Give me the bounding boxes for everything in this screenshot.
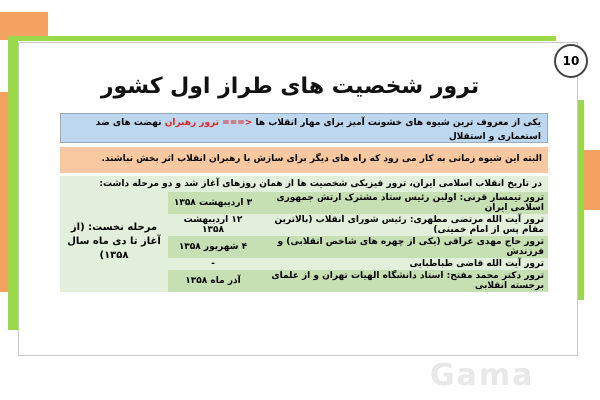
intro-text-b: نهضت های ضد استعماری و استقلال — [95, 118, 541, 142]
note-box: البته این شیوه زمانی به کار می رود که راه های دیگر برای سازش با رهبران انقلاب اثر بخش نباشند. — [60, 147, 548, 173]
decor-bar-right-orange — [584, 150, 600, 210]
date-cell: ۳ اردیبهشت ۱۳۵۸ — [168, 192, 258, 214]
date-cell: - — [168, 258, 258, 270]
table-row — [60, 192, 548, 214]
intro-arrow-text: <=== ترور رهبران — [164, 118, 253, 128]
event-cell: ترور حاج مهدی عراقی (یکی از چهره های شاخص انقلابی) و فرزندش — [258, 236, 548, 258]
slide-number-badge: 10 — [554, 44, 588, 78]
event-cell: ترور تیمسار قرنی: اولین رئیس ستاد مشترک ارتش جمهوری اسلامی ایران — [258, 192, 548, 214]
phase-label: مرحله نخست: (از آغاز تا دی ماه سال ۱۳۵۸) — [60, 192, 168, 292]
intro-box — [60, 113, 548, 143]
date-cell: آذر ماه ۱۳۵۸ — [168, 270, 258, 292]
event-cell: ترور دکتر محمد مفتح: استاد دانشگاه الهیات تهران و از علمای برجسته انقلابی — [258, 270, 548, 292]
event-cell: ترور آیت الله قاضی طباطبایی — [258, 258, 548, 270]
watermark-logo: Gama — [430, 358, 535, 393]
decor-bar-top-green — [8, 36, 556, 41]
page-title: ترور شخصیت های طراز اول کشور — [100, 74, 480, 99]
date-cell: ۱۲ اردیبهشت ۱۳۵۸ — [168, 214, 258, 236]
intro-text-a: یکی از معروف ترین شیوه های خشونت آمیز برای مهار انقلاب ها — [255, 118, 541, 128]
date-cell: ۴ شهریور ۱۳۵۸ — [168, 236, 258, 258]
event-cell: ترور آیت الله مرتضی مطهری: رئیس شورای انقلاب (بالاترین مقام پس از امام خمینی) — [258, 214, 548, 236]
events-table — [60, 192, 548, 292]
history-header: در تاریخ انقلاب اسلامی ایران، ترور فیزیکی شخصیت ها از همان روزهای آغاز شد و دو مرحله داشت: — [60, 176, 548, 192]
decor-bar-left-green — [8, 40, 18, 330]
decor-bar-left-orange — [0, 92, 8, 292]
